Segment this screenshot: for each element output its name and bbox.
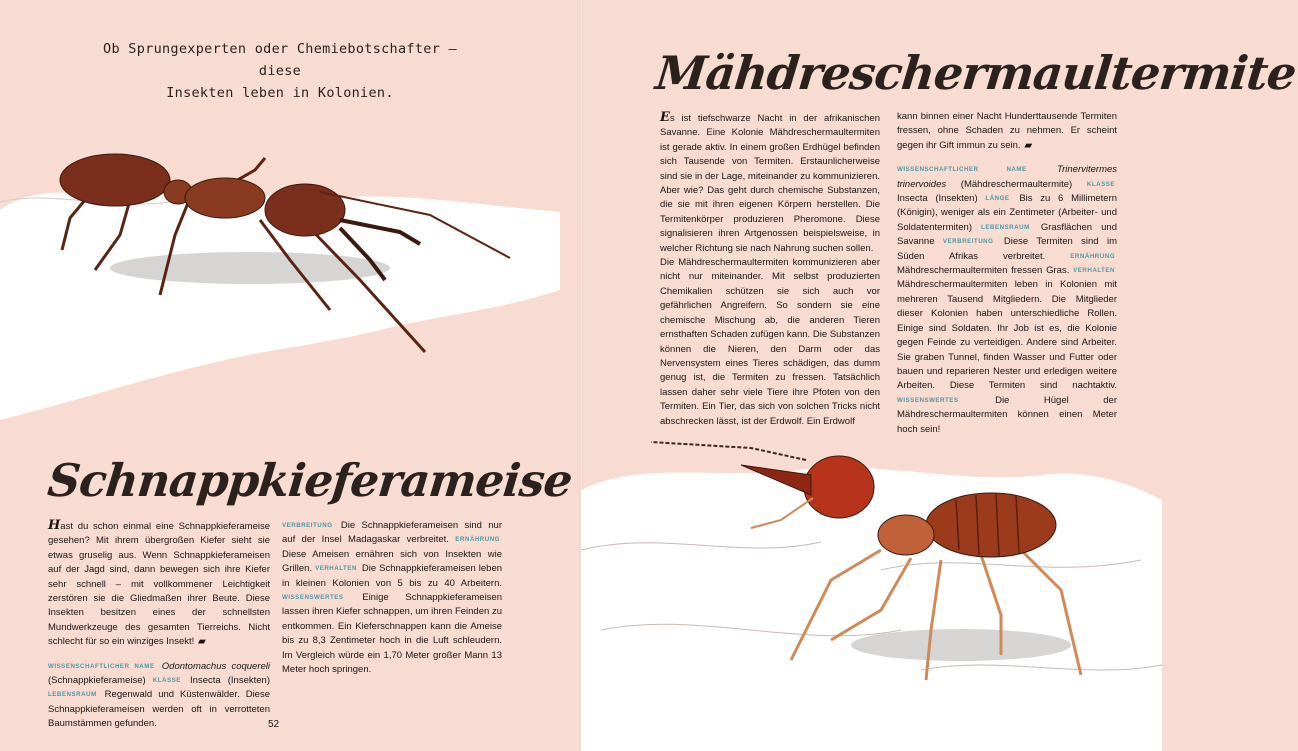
ant-wissenswertes: Einige Schnappkieferameisen lassen ihren Kiefer schnappen, um ihren Feinden zu entkommen. Ein Kieferschnappen kann die Ameise bis zu 8,3 Zentimeter hoch in die Luft schleudern. Im Vergleich würde ein 1,70 Meter großer Mann 13 Meter hoch springen. xyxy=(282,592,502,676)
termite-mound xyxy=(581,468,1162,751)
termite-verhalten-label: VERHALTEN xyxy=(1073,267,1116,275)
ant-wissenswertes-label: WISSENSWERTES xyxy=(282,594,344,602)
termite-ernaehrung-label: ERNÄHRUNG xyxy=(1070,252,1116,260)
ant-illustration xyxy=(0,140,560,430)
termite-wissenswertes: Die Hügel der Mähdreschermaultermiten können einen Meter hoch sein! xyxy=(897,394,1117,435)
termite-laenge: Bis zu 6 Millimetern (Königin), weniger als ein Zentimeter (Arbeiter- und Soldatentermiten) xyxy=(897,193,1118,233)
page-number: 52 xyxy=(268,719,280,730)
left-page xyxy=(0,0,581,751)
right-page xyxy=(581,0,1298,751)
termite-wissenswertes-label: WISSENSWERTES xyxy=(897,396,959,404)
ant-facts-paragraph-2 xyxy=(282,519,502,677)
ant-klasse-label: KLASSE xyxy=(152,677,181,685)
ant-drop-letter: H xyxy=(48,518,61,533)
ant-intro-paragraph xyxy=(48,519,270,650)
termite-text-3: kann binnen einer Nacht Hunderttausende Termiten fressen, ohne Schaden zu nehmen. Er scheint gegen ihr Gift immun zu sein. xyxy=(897,111,1117,151)
termite-column-1 xyxy=(660,111,880,429)
termite-klasse: Insecta (Insekten) xyxy=(897,193,978,205)
termite-verbreitung-label: VERBREITUNG xyxy=(942,238,994,246)
termite-paragraph-2 xyxy=(660,256,880,429)
ant-ernaehrung: Diese Ameisen ernähren sich von Insekten wie Grillen. xyxy=(282,548,502,575)
ant-sci-rest: (Schnappkieferameise) xyxy=(48,675,146,687)
termite-text-2: Die Mähdreschermaultermiten kommunizieren aber nicht nur miteinander. Mit selbst produzierten Chemikalien schützen sie sich auch vor gefährlichen Angreifern. So sondern sie eine chemische Mischung ab, die anderen Tieren ernsthaften Schaden zufügen kann. Die Substanzen können die Nieren, den Darm oder das Nervensystem eines Tieres schädigen, das dumm genug ist, die Termiten zu fressen. Tatsächlich lassen daher sehr viele Tiere ihre Pfoten von den Termiten. Ein Tier, das sich von solchen Tricks nicht abschrecken lässt, ist der Erdwolf. Ein Erdwolf xyxy=(660,257,880,427)
termite-sci-label: WISSENSCHAFTLICHER NAME xyxy=(897,166,1027,174)
ant-verbreitung-label: VERBREITUNG xyxy=(282,522,333,529)
termite-sci-rest: (Mähdreschermaultermite) xyxy=(960,178,1073,190)
termite-drop-letter: E xyxy=(660,110,670,125)
ant-title: Schnappkieferameise xyxy=(45,454,575,507)
ant-lebensraum: Regenwald und Küstenwälder. Diese Schnappkieferameisen werden oft in verrotteten Baumstämmen gefunden. xyxy=(48,689,271,730)
termite-ernaehrung: Mähdreschermaultermiten fressen Gras. xyxy=(897,265,1070,277)
termite-sci-name: Trinervitermes trinervoides xyxy=(897,164,1118,190)
termite-lebensraum: Grasflächen und Savanne xyxy=(897,221,1118,248)
ant-end-mark: ▰ xyxy=(198,636,206,648)
ant-sci-label: WISSENSCHAFTLICHER NAME xyxy=(48,662,155,670)
intro-line-1: Ob Sprungexperten oder Chemiebotschafter – diese xyxy=(103,41,457,79)
termite-paragraph-1 xyxy=(660,111,880,256)
ant-ernaehrung-label: ERNÄHRUNG xyxy=(455,536,500,544)
termite-end-mark: ▰ xyxy=(1024,139,1032,151)
termite-verbreitung: Diese Termiten sind im Süden Afrikas verbreitet. xyxy=(897,236,1117,262)
ant-verbreitung: Die Schnappkieferameisen sind nur auf der Insel Madagaskar verbreitet. xyxy=(282,520,503,546)
intro-text xyxy=(100,38,460,104)
termite-illustration xyxy=(581,430,1162,751)
termite-verhalten: Mähdreschermaultermiten leben in Kolonien mit mehreren Tausend Mitgliedern. Die Mitglieder dieser Kolonien haben unterschiedliche Rollen. Einige sind Soldaten. Ihr Job ist es, die Kolonie gegen Feinde zu verteidigen. Andere sind Arbeiter. Sie graben Tunnel, finden Wasser und Futter oder bauen und reparieren Nester und erledigen weitere Arbeiten. Diese Termiten sind nachtaktiv. xyxy=(897,279,1117,392)
termite-text-1: s ist tiefschwarze Nacht in der afrikanischen Savanne. Eine Kolonie Mähdreschermaultermiten ist gerade aktiv. In einem großen Erdhügel befinden sich Tausende von Termiten. Erstaunlicherweise sind sie in der Lage, miteinander zu kommunizieren. Aber wie? Das geht durch chemische Substanzen, die sie mit ihren eigenen Körpern herstellen. Die Termitenkörper produzieren Pheromone. Diese signalisieren ihren Artgenossen beispielsweise, in welcher Richtung sie nach Nahrung suchen sollen. xyxy=(660,113,880,254)
termite-shadow xyxy=(851,629,1071,661)
intro-line-2: Insekten leben in Kolonien. xyxy=(166,85,394,101)
ant-column-2 xyxy=(282,519,502,677)
termite-facts-paragraph xyxy=(897,163,1117,437)
ant-sci-name: Odontomachus coquereli xyxy=(161,660,271,672)
termite-klasse-label: KLASSE xyxy=(1086,180,1115,188)
termite-laenge-label: LÄNGE xyxy=(985,195,1010,203)
ant-column-1 xyxy=(48,519,270,732)
ant-verhalten: Die Schnappkieferameisen leben in kleinen Kolonien von 5 bis zu 40 Arbeitern. xyxy=(282,563,503,589)
ant-klasse: Insecta (Insekten) xyxy=(190,675,270,687)
termite-lebensraum-label: LEBENSRAUM xyxy=(981,223,1030,231)
ant-facts-paragraph xyxy=(48,660,270,732)
ant-lebensraum-label: LEBENSRAUM xyxy=(48,691,97,699)
ant-intro-text: ast du schon einmal eine Schnappkieferameise gesehen? Mit ihrem übergroßen Kiefer sieht sie etwas gruselig aus. Wenn Schnappkieferameisen auf der Jagd sind, dann bewegen sich ihre Kiefer sehr schnell – mit vollkommener Leichtigkeit zerstören sie die Gliedmaßen ihrer Beute. Diese Insekten besitzen eines der schnellsten Mundwerkzeuge des gesamten Tierreichs. Nicht schlecht für so ein winziges Insekt! xyxy=(48,521,270,648)
termite-column-2 xyxy=(897,110,1117,437)
termite-paragraph-3 xyxy=(897,110,1117,153)
termite-title: Mähdreschermaultermite xyxy=(653,46,1298,100)
ant-verhalten-label: VERHALTEN xyxy=(315,565,357,573)
